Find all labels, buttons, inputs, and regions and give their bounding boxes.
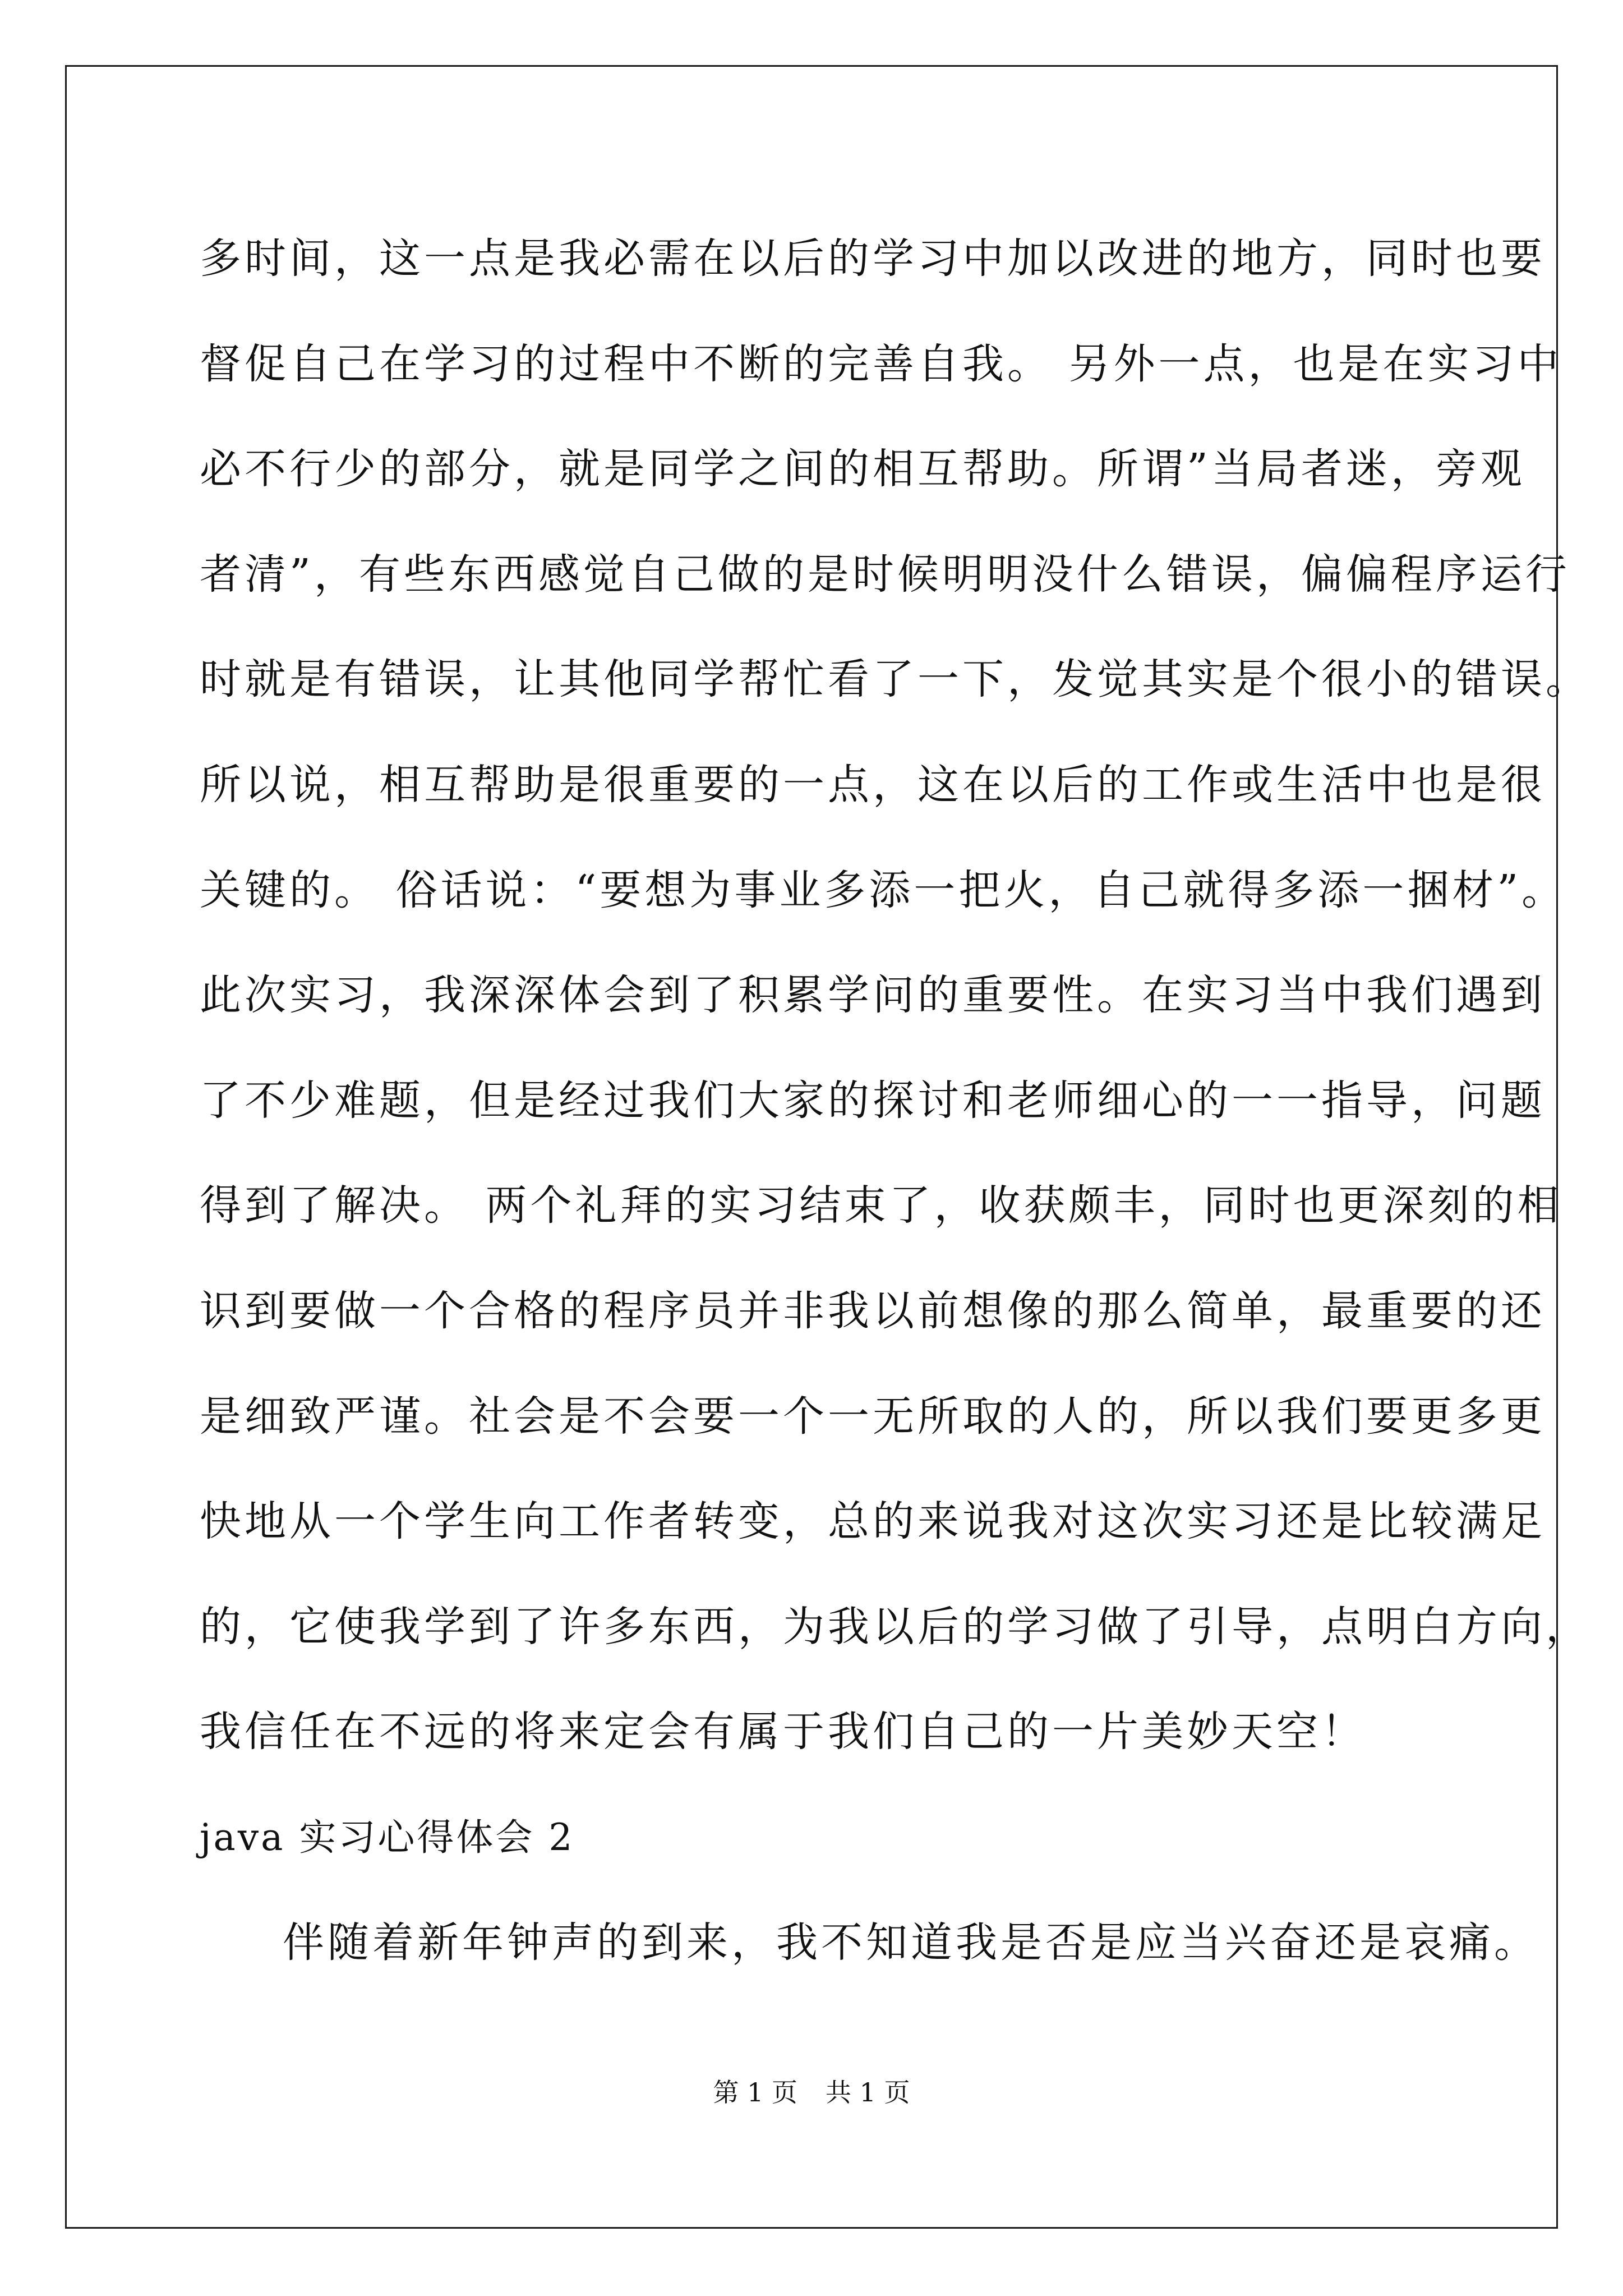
- body-line: 所以说，相互帮助是很重要的一点，这在以后的工作或生活中也是很: [200, 760, 1546, 809]
- body-line: 的，它使我学到了许多东西，为我以后的学习做了引导，点明白方向，: [200, 1602, 1590, 1651]
- body-line: 督促自己在学习的过程中不断的完善自我。 另外一点，也是在实习中: [200, 339, 1562, 388]
- section-heading: java 实习心得体会 2: [200, 1815, 575, 1859]
- body-line: 多时间，这一点是我必需在以后的学习中加以改进的地方，同时也要: [200, 234, 1546, 283]
- body-line: 此次实习，我深深体会到了积累学问的重要性。在实习当中我们遇到: [200, 971, 1546, 1020]
- page-footer: [0, 2076, 1623, 2109]
- body-line: 关键的。 俗话说：“要想为事业多添一把火，自己就得多添一捆材”。: [200, 866, 1567, 914]
- body-line: 必不行少的部分，就是同学之间的相互帮助。所谓”当局者迷，旁观: [200, 445, 1525, 494]
- body-line: 了不少难题，但是经过我们大家的探讨和老师细心的一一指导，问题: [200, 1076, 1546, 1125]
- page-total: 共 1 页: [826, 2077, 910, 2108]
- body-line: 者清”，有些东西感觉自己做的是时候明明没什么错误，偏偏程序运行: [200, 550, 1570, 599]
- document-body: [200, 206, 1590, 1995]
- body-line: 快地从一个学生向工作者转变，总的来说我对这次实习还是比较满足: [200, 1497, 1546, 1546]
- page-number: 第 1 页: [713, 2077, 797, 2108]
- body-line: 时就是有错误，让其他同学帮忙看了一下，发觉其实是个很小的错误。: [200, 655, 1590, 704]
- body-line: 我信任在不远的将来定会有属于我们自己的一片美妙天空！: [200, 1708, 1366, 1756]
- body-line: 得到了解决。 两个礼拜的实习结束了，收获颇丰，同时也更深刻的相: [200, 1181, 1562, 1230]
- body-line: 是细致严谨。社会是不会要一个一无所取的人的，所以我们要更多更: [200, 1392, 1546, 1441]
- body-line: 识到要做一个合格的程序员并非我以前想像的那么简单，最重要的还: [200, 1286, 1546, 1335]
- intro-paragraph: 伴随着新年钟声的到来，我不知道我是否是应当兴奋还是哀痛。: [283, 1918, 1539, 1967]
